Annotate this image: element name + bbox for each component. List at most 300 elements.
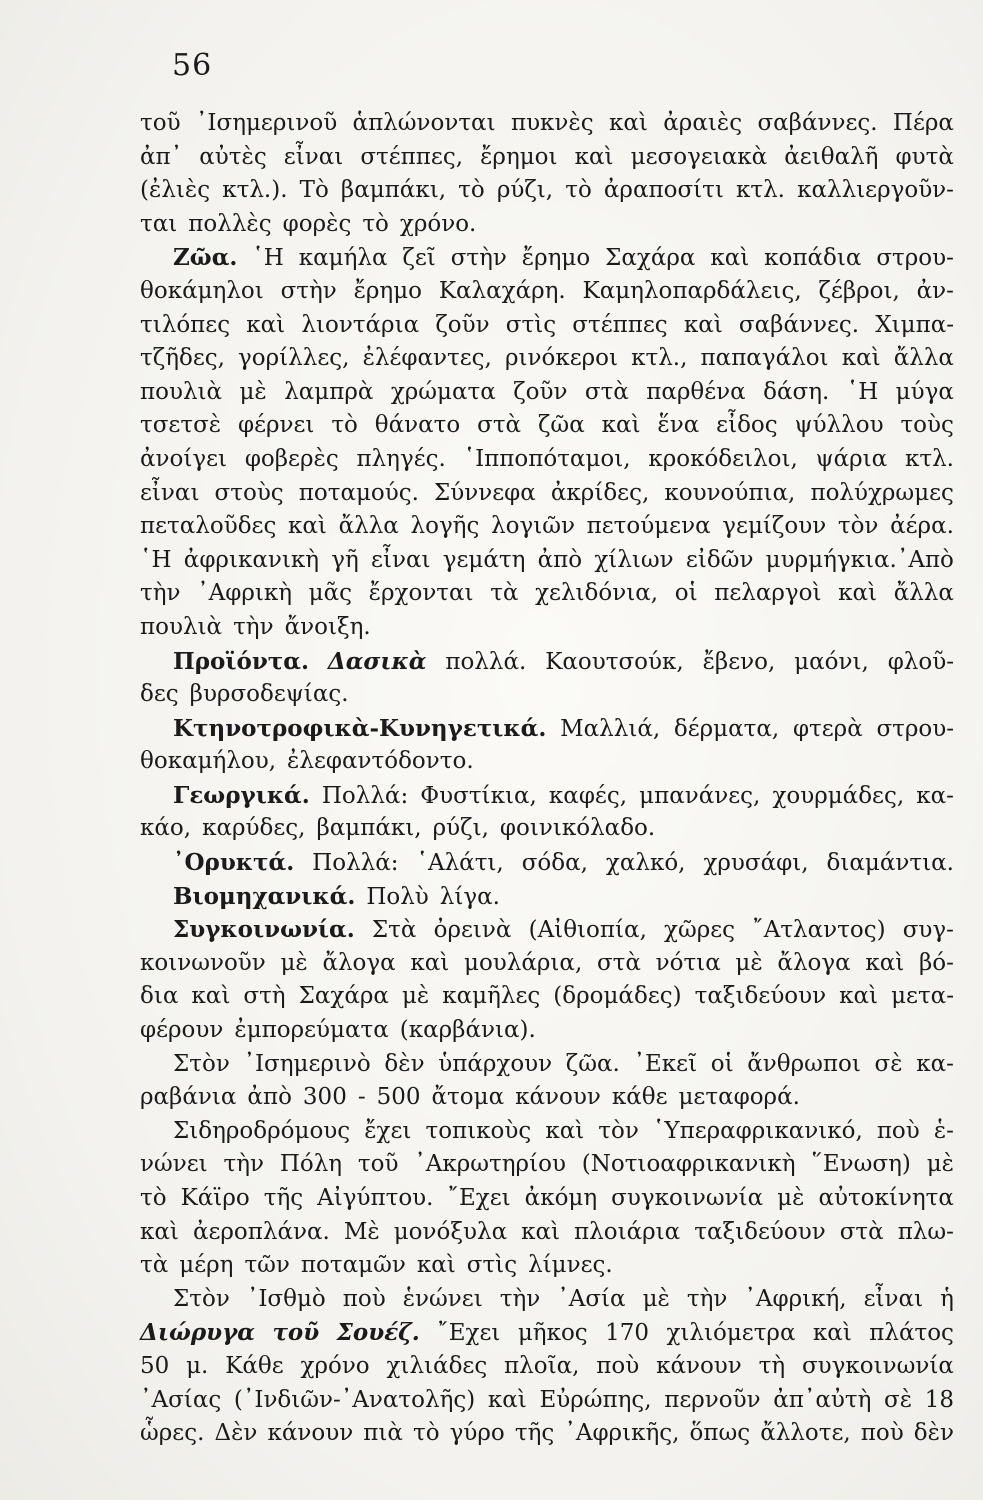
word: ἔχει [364,1117,412,1144]
word: ῾Ιπποπόταμοι, [463,445,631,472]
word: Πέρα [892,110,954,136]
word: πιὰ [363,1420,403,1447]
word: (δρομάδες) [553,983,682,1010]
text-line [140,712,954,746]
word: ἄλλα [893,580,954,607]
word: τὸ [362,210,389,237]
word: τὸ [140,1185,167,1211]
emphasized-word: τοῦ [272,1319,320,1347]
word: Πολὺ [366,883,429,910]
word: ἀπὸ [537,546,583,573]
word: καὶ [608,110,648,136]
word: καὶ [865,949,905,976]
word: ἡ [940,1285,954,1312]
word: χελιδόνια, [535,580,659,607]
word: ἑνώνει [402,1285,483,1312]
word: μπανάνες, [639,782,761,809]
word: εἶδος [716,412,778,439]
word: εἶναι [371,546,431,573]
word: χρόνο [300,1352,370,1379]
word: τὴν [223,1151,264,1178]
word: συγκοινωνία [801,1352,954,1379]
word: Δὲν [214,1420,258,1447]
word: φτερὰ [792,715,863,742]
text-line [140,611,954,645]
word: κάνουν [515,1084,601,1111]
word: πολλά. [445,648,527,675]
word: βαμπάκι, [340,177,447,204]
text-line [140,880,954,914]
word: τὰ [490,580,519,607]
word: Σιδηροδρόμους [173,1117,351,1144]
word: κα- [916,782,954,809]
word: ἔρημο [353,277,423,304]
word: καὶ [841,345,881,372]
word: καὶ [838,580,878,607]
word: ᾿Αφρική, [744,1285,847,1312]
word: καὶ [710,245,750,272]
text-line [140,812,954,846]
word: ποταμούς. [298,479,419,506]
word: λιοντάρια [301,311,420,338]
text-line [140,745,954,779]
word: ται [140,210,178,237]
word: 18 [924,1386,954,1413]
word: ἄλλοτε, [760,1420,851,1447]
word: λίμνες. [528,1252,613,1279]
word: ζοῦν [513,378,568,405]
text-line [140,309,954,343]
word: ψάρια [815,445,888,472]
word: χίλιων [594,546,674,573]
text-line [140,1417,954,1451]
word: καὶ [288,513,327,540]
text-line [140,1316,954,1350]
word: Κάθε [225,1352,284,1379]
word: στὴ [243,983,286,1010]
word: φλοῦ- [887,648,954,675]
emphasized-word: Διώρυγα [140,1319,256,1347]
word: καὶ [246,311,286,338]
word: συγ- [902,917,954,944]
word: πλοιάρια [574,1218,681,1245]
word: ἄλογα [777,949,851,976]
emphasized-word: ᾿Ορυκτά. [173,849,295,877]
word: μὲ [642,1285,670,1312]
word: τῶν [244,1252,290,1279]
word: ᾿Αφρικῆς, [564,1420,680,1447]
text-line [140,1350,954,1384]
word: χαλκό, [605,850,686,877]
word: ποὺ [876,1117,920,1144]
word: σαβάννες. [757,110,878,136]
word: ἄνοιξη. [284,613,371,640]
word: μὲ [926,1151,954,1178]
word: Σαχάρα [605,245,696,272]
word: ῾Η [846,378,879,405]
word: Σαχάρα [298,983,389,1010]
word: ρύζι, [432,815,489,842]
word: (᾿Ινδιῶν-᾿Ανατολῆς) [233,1386,476,1413]
word: ἀφρικανικὴ [183,546,320,573]
word: μὲ [777,1185,805,1211]
text-line [140,645,954,679]
word: καλλιεργοῦν- [797,177,954,204]
word: Μὲ [343,1218,380,1245]
text-line [140,1182,954,1216]
emphasized-word: Δασικὰ [327,647,427,675]
word: ἄλλα [893,345,954,372]
word: κα- [916,1050,954,1077]
word: μῆκος [517,1320,588,1347]
word: καὶ [140,1218,179,1245]
text-line [140,1216,954,1250]
text-line [140,947,954,981]
word: Πόλη [279,1151,343,1178]
word: κτλ. [904,445,954,472]
word: καφές, [548,782,628,809]
word: ὅπως [689,1420,751,1447]
word: ἄνθρωποι [747,1050,861,1077]
word: μετα- [891,983,954,1010]
word: τὸ [331,412,358,439]
word: καὶ [601,412,641,439]
word: βό- [918,949,954,976]
word: (Αἰθιοπία, [528,917,647,944]
word: ραβάνια [140,1084,237,1111]
word: λαμπρὰ [284,378,374,405]
word: Στὸν [173,1285,230,1312]
text-line [140,779,954,813]
word: καὶ [410,949,450,976]
word: παρθένα [646,378,746,405]
text-line [140,1115,954,1149]
word: ἐμπορεύματα [234,1017,389,1044]
word: βυρσοδεψίας. [189,681,349,708]
word: στὴν [280,277,337,304]
word: καὶ [521,1218,561,1245]
word: ἀέρα. [890,513,954,540]
word: πλω- [897,1218,954,1245]
word: 170 [605,1320,650,1347]
text-line [140,241,954,275]
word: μὲ [401,983,430,1010]
word: φέρνει [237,412,315,439]
emphasized-word: Συγκοινωνία. [173,916,355,944]
word: Στὰ [371,917,417,944]
word: πολύχρωμες [810,479,954,506]
word: ἀραποσίτι [603,177,724,204]
word: ἀραιὲς [663,110,743,136]
word: τὸ [458,177,485,204]
word: ὑπάρχουν [438,1050,553,1077]
word: πλάτος [869,1320,954,1347]
word: αὐτὲς [199,143,267,170]
word: ᾿Αφρικὴ [197,580,293,607]
word: ποὺ [596,1352,640,1379]
word: μᾶς [308,580,353,607]
word: ᾿Εκεῖ [633,1050,698,1077]
word: ᾿Ασία [557,1285,626,1312]
emphasized-word: Κτηνοτροφικὰ-Κυνηγετικά. [173,714,547,742]
text-line [140,1249,954,1283]
word: δὲν [913,1420,954,1447]
word: ἔβενο, [702,648,776,675]
text-line [140,510,954,544]
word: δάση. [763,378,830,405]
text-line [140,913,954,947]
word: δὲν [384,1050,425,1077]
word: στὰ [596,949,641,976]
word: Καουτσούκ, [545,648,684,675]
word: παπαγάλοι [700,345,829,372]
word: μέρη [179,1252,234,1279]
word: τὴν [499,1285,541,1312]
word: γορίλλες, [238,345,350,372]
word: εἶναι [283,143,344,170]
word: πετούμενα [586,513,711,540]
text-line [140,846,954,880]
word: στὰ [839,1218,884,1245]
text-line [140,544,954,578]
word: λογῆς [410,513,480,540]
word: σόδα, [521,850,588,877]
word: πεταλοῦδες [140,513,277,540]
word: λίγα. [439,883,500,910]
word: στέππες [572,311,668,338]
word: σαβάννες. [738,311,860,338]
word: ἔρημο [521,245,591,272]
word: (καρβάνια). [399,1017,536,1044]
word: μεταφορά. [678,1084,800,1111]
word: ζεῖ [402,245,436,272]
word: δέρματα, [673,715,780,742]
word: κτλ. [736,177,785,204]
word: λογιῶν [491,513,575,540]
word: ψύλλου [794,412,884,439]
word: θοκάμηλοι [140,277,264,304]
word: τὴν [233,613,274,640]
word: Τὸ [299,177,329,204]
word: εἶναι [140,479,200,506]
word: κάνουν [267,1420,354,1447]
word: στοὺς [214,479,284,506]
word: (Νοτιοαφρικανικὴ [581,1151,796,1178]
word: μὲ [239,378,267,405]
word: τὸν [598,1117,639,1144]
word: ἀπὸ [247,1084,292,1111]
word: νότια [655,949,721,976]
word: τοῦ [140,110,181,136]
word: χῶρες [664,917,736,944]
word: στρου- [876,245,954,272]
word: μὲ [280,949,308,976]
word: θοκαμήλου, [140,748,277,775]
text-line [140,1148,954,1182]
text-line [140,1384,954,1418]
word: ἑ- [933,1117,954,1144]
emphasized-word: Βιομηχανικά. [173,882,356,910]
word: ᾿Ισημερινὸ [243,1050,371,1077]
word: ῎Εχει [447,1185,511,1211]
text-line [140,342,954,376]
word: μ. [186,1352,209,1379]
text-line [140,577,954,611]
word: κτλ.). [222,177,288,204]
word: πολλὲς [188,210,272,237]
emphasized-word: Γεωργικά. [173,781,310,809]
word: ᾿Ισημερινοῦ [195,110,338,136]
word: τὸ [413,1420,440,1447]
word: Φυστίκια, [420,782,537,809]
word: μυρμήγκια.᾿Απὸ [765,546,954,573]
word: ἐλεφαντόδοντο. [287,748,474,775]
word: Αἰγύπτου. [317,1185,434,1211]
text-line [140,409,954,443]
word: κοπάδια [764,245,862,272]
word: - [357,1084,366,1111]
word: τὰ [140,1252,169,1279]
word: αὐτοκίνητα [818,1185,954,1211]
word: ἄλλα [338,513,399,540]
text-line [140,141,954,175]
text-line [140,376,954,410]
word: πυκνὲς [510,110,594,136]
word: ἀκόμη [524,1185,598,1211]
word: ἔρχονται [368,580,474,607]
word: Πολλά: [312,850,399,877]
text-line [140,1283,954,1317]
word: δες [140,681,179,708]
word: χρώματα [390,378,496,405]
word: πλοῖα, [504,1352,580,1379]
text-line [140,1081,954,1115]
word: καὶ [416,1252,456,1279]
word: τσετσὲ [140,412,222,439]
word: δια [140,983,179,1010]
word: ποὺ [342,1285,386,1312]
word: Εὐρώπης, [539,1386,652,1413]
word: τὴν [686,1285,728,1312]
word: ἀν- [916,277,954,304]
word: 300 [302,1084,347,1111]
word: ἀπ᾿ [140,143,183,170]
word: ἁπλώνονται [352,110,496,136]
word: σὲ [884,1386,913,1413]
word: Μαλλιά, [560,715,661,742]
word: κοινωνοῦν [140,949,266,976]
word: μουλάρια, [464,949,583,976]
word: ᾿Ακρωτηρίου [414,1151,566,1178]
word: ζῶα. [565,1050,620,1077]
word: ἄτομα [431,1084,505,1111]
word: φέρουν [140,1017,224,1044]
text-line [140,275,954,309]
emphasized-word: Προϊόντα. [173,647,309,675]
word: ταξιδεύουν [694,1218,826,1245]
word: ἄλογα [322,949,396,976]
word: γύρο [449,1420,505,1447]
word: οἱ [710,1050,734,1077]
word: ζῶα [537,412,585,439]
word: ἔρημοι [480,143,558,170]
word: τὸν [837,513,879,540]
word: Πολλά: [321,782,409,809]
word: διαμάντια. [826,850,954,877]
word: ὀρεινὰ [433,917,512,944]
word: νώνει [140,1151,208,1178]
word: Καλαχάρη. [438,277,566,304]
word: καμήλα [298,245,388,272]
word: τοῦ [357,1151,399,1178]
word: ῾Η [140,546,172,573]
word: μαόνι, [794,648,869,675]
word: στὶς [505,311,557,338]
word: μύγα [895,378,954,405]
word: τὴ [758,1352,786,1379]
word: Καμηλοπαρδάλεις, [582,277,802,304]
page-number: 56 [172,48,213,83]
word: στὶς [466,1252,518,1279]
word: ᾿Ασίας [140,1386,222,1413]
word: κάνουν [656,1352,742,1379]
word: καὶ [683,311,723,338]
word: κουνούπια, [664,479,796,506]
word: στέππες, [360,143,464,170]
body-text [140,107,954,1451]
word: φοινικόλαδο. [499,815,656,842]
word: καὶ [839,983,879,1010]
word: Σύννεφα [434,479,536,506]
text-line [140,107,954,141]
word: χρόνο. [399,210,477,237]
word: βαμπάκι, [316,815,422,842]
word: ζοῦν [435,311,490,338]
word: ῾Αλάτι, [416,850,504,877]
word: πουλιὰ [140,613,223,640]
word: πληγές. [356,445,446,472]
emphasized-word: Σουέζ. [336,1319,420,1347]
text-line [140,477,954,511]
word: ῎Εχει [437,1320,501,1347]
text-line [140,1014,954,1048]
word: εἶναι [863,1285,924,1312]
word: μὲ [735,949,763,976]
word: οἱ [674,580,698,607]
text-line [140,208,954,242]
word: κάθε [611,1084,668,1111]
word: θάνατο [374,412,461,439]
word: ῞Ενωση) [811,1151,911,1178]
word: στρου- [876,715,954,742]
word: ἐλέφαντες, [362,345,492,372]
text-line [140,174,954,208]
word: τῆς [514,1420,555,1447]
word: τοὺς [900,412,954,439]
word: ἀεροπλάνα. [192,1218,330,1245]
word: μονόξυλα [393,1218,508,1245]
word: καρύδες, [202,815,306,842]
word: τὴν [140,580,181,607]
text-line [140,980,954,1014]
word: χιλιάδες [386,1352,488,1379]
text-line [140,1048,954,1082]
word: κάο, [140,815,192,842]
word: ῾Υπεραφρικανικό, [652,1117,863,1144]
word: φοβερὲς [244,445,339,472]
word: Κάϊρο [180,1185,250,1211]
word: Στὸν [173,1050,230,1077]
